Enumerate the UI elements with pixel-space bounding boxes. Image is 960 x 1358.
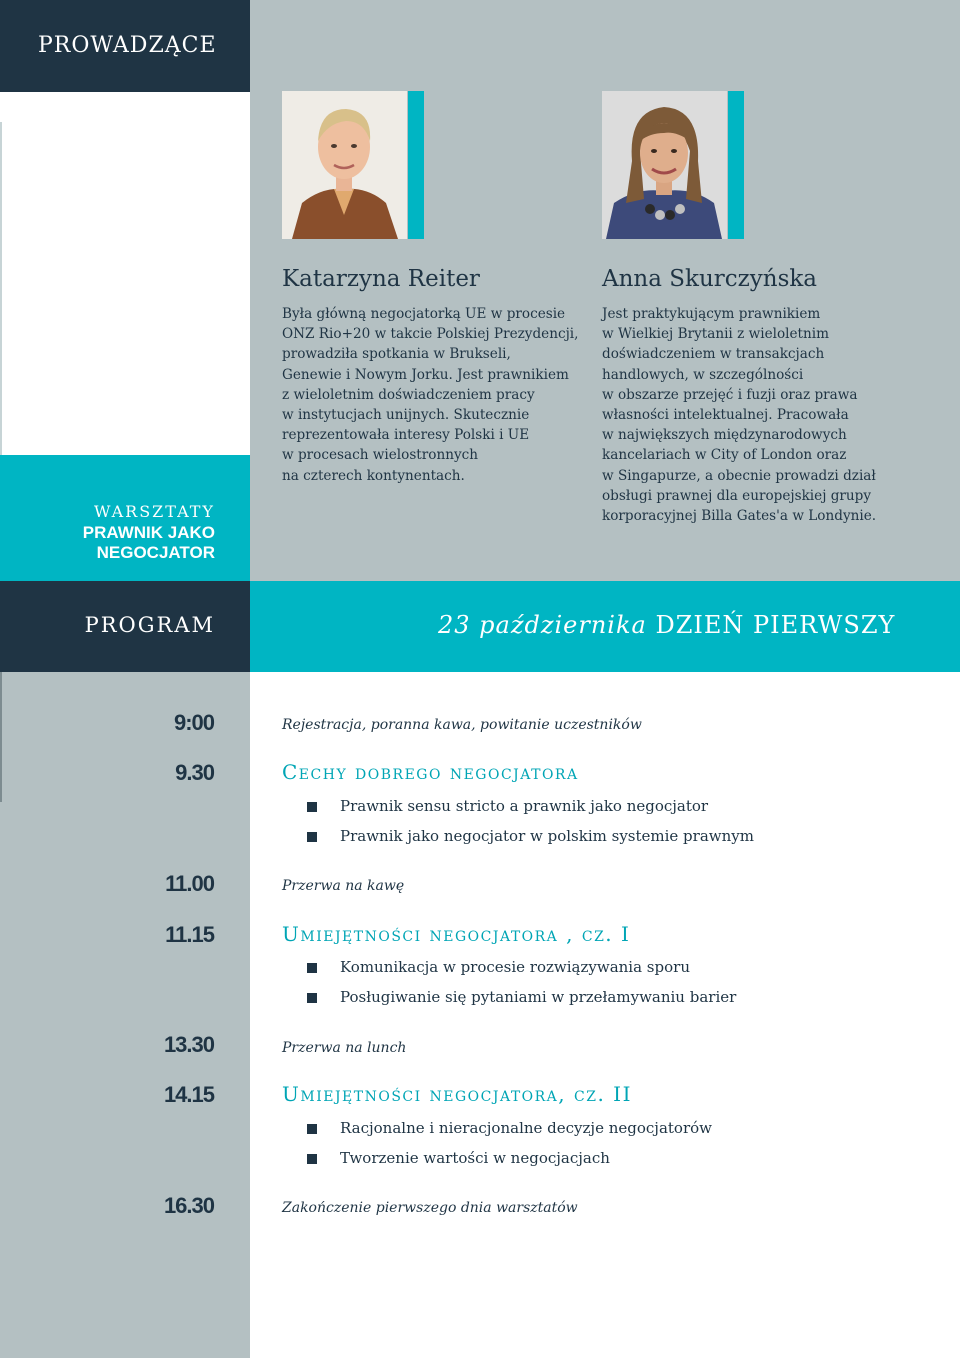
- bio-line: w Singapurze, a obecnie prowadzi dział: [602, 467, 876, 484]
- bullet-text: Prawnik sensu stricto a prawnik jako negocjator: [340, 797, 709, 815]
- program-label: PROGRAM: [84, 613, 215, 637]
- bio-line: na czterech kontynentach.: [282, 467, 465, 484]
- program-date-day: 23 października: [438, 611, 647, 639]
- time-label: 16.30: [163, 1193, 214, 1218]
- agenda-note: Przerwa na lunch: [282, 1040, 407, 1056]
- bio-line: Była główną negocjatorką UE w procesie: [282, 306, 566, 322]
- section-title: PROWADZĄCE: [38, 33, 217, 58]
- portrait-image: [602, 91, 727, 239]
- bio-line: kancelariach w City of London oraz: [602, 447, 847, 464]
- program-label-block: [0, 581, 250, 672]
- session-title: Cechy dobrego negocjatora: [282, 760, 579, 784]
- presenter-photo: [282, 91, 407, 239]
- photo-accent: [408, 91, 424, 239]
- bullet-square-icon: [307, 1124, 317, 1134]
- bio-line: z wieloletnim doświadczeniem pracy: [282, 386, 535, 403]
- bio-line: w Wielkiej Brytanii z wieloletnim: [602, 326, 829, 343]
- agenda-note: Rejestracja, poranna kawa, powitanie uczestników: [282, 717, 642, 733]
- header-block: [0, 0, 250, 92]
- left-spacer: [0, 92, 250, 455]
- bullet-square-icon: [307, 963, 317, 973]
- portrait-image: [282, 91, 407, 239]
- left-divider: [0, 122, 2, 455]
- bio-line: w instytucjach unijnych. Skutecznie: [282, 407, 530, 424]
- time-label: 11.15: [165, 922, 214, 947]
- program-day-title: DZIEŃ PIERWSZY: [655, 611, 896, 639]
- workshop-title: PRAWNIK JAKO NEGOCJATOR: [82, 523, 215, 562]
- time-label: 13.30: [163, 1032, 214, 1057]
- bio-line: własności intelektualnej. Pracowała: [602, 407, 849, 424]
- bio-line: w procesach wielostronnych: [282, 447, 479, 464]
- bullet-square-icon: [307, 1154, 317, 1164]
- time-label: 9.30: [175, 760, 214, 785]
- bullet-text: Prawnik jako negocjator w polskim systemie prawnym: [340, 827, 754, 845]
- bullet-text: Posługiwanie się pytaniami w przełamywaniu barier: [340, 988, 737, 1006]
- bio-line: Genewie i Nowym Jorku. Jest prawnikiem: [282, 366, 569, 383]
- bio-line: reprezentowała interesy Polski i UE: [282, 427, 530, 444]
- presenter-name: Anna Skurczyńska: [602, 266, 818, 292]
- bio-line: doświadczeniem w transakcjach: [602, 346, 825, 363]
- bullet-square-icon: [307, 802, 317, 812]
- program-date: [438, 611, 895, 639]
- bullet-square-icon: [307, 832, 317, 842]
- bullet-text: Komunikacja w procesie rozwiązywania sporu: [340, 958, 690, 976]
- workshop-label: WARSZTATY: [93, 502, 215, 521]
- bio-line: handlowych, w szczególności: [602, 366, 804, 383]
- bullet-text: Racjonalne i nieracjonalne decyzje negocjatorów: [340, 1119, 712, 1137]
- presenter-name: Katarzyna Reiter: [282, 266, 480, 292]
- bio-line: Jest praktykującym prawnikiem: [602, 306, 821, 322]
- bio-line: w obszarze przejęć i fuzji oraz prawa: [602, 386, 858, 403]
- program-date-block: [250, 581, 960, 672]
- session-title: Umiejętności negocjatora, cz. II: [282, 1082, 632, 1106]
- bio-line: prowadziła spotkania w Brukseli,: [282, 346, 511, 363]
- bullet-text: Tworzenie wartości w negocjacjach: [340, 1149, 610, 1167]
- time-label: 9:00: [173, 710, 214, 735]
- bullet-square-icon: [307, 993, 317, 1003]
- agenda-note: Przerwa na kawę: [282, 878, 405, 894]
- photo-accent: [728, 91, 744, 239]
- presenter-photo: [602, 91, 727, 239]
- presenter-bio: [602, 304, 902, 526]
- bio-line: korporacyjnej Billa Gates'a w Londynie.: [602, 508, 877, 525]
- bio-line: ONZ Rio+20 w takcie Polskiej Prezydencji,: [282, 326, 579, 343]
- time-label: 14.15: [163, 1082, 214, 1107]
- bio-line: obsługi prawnej dla europejskiej grupy: [602, 487, 872, 504]
- presenter-bio: [282, 304, 582, 486]
- session-title: Umiejętności negocjatora , cz. I: [282, 922, 631, 946]
- agenda-note: Zakończenie pierwszego dnia warsztatów: [282, 1200, 578, 1216]
- time-label: 11.00: [165, 871, 214, 896]
- bio-line: w największych międzynarodowych: [602, 427, 847, 444]
